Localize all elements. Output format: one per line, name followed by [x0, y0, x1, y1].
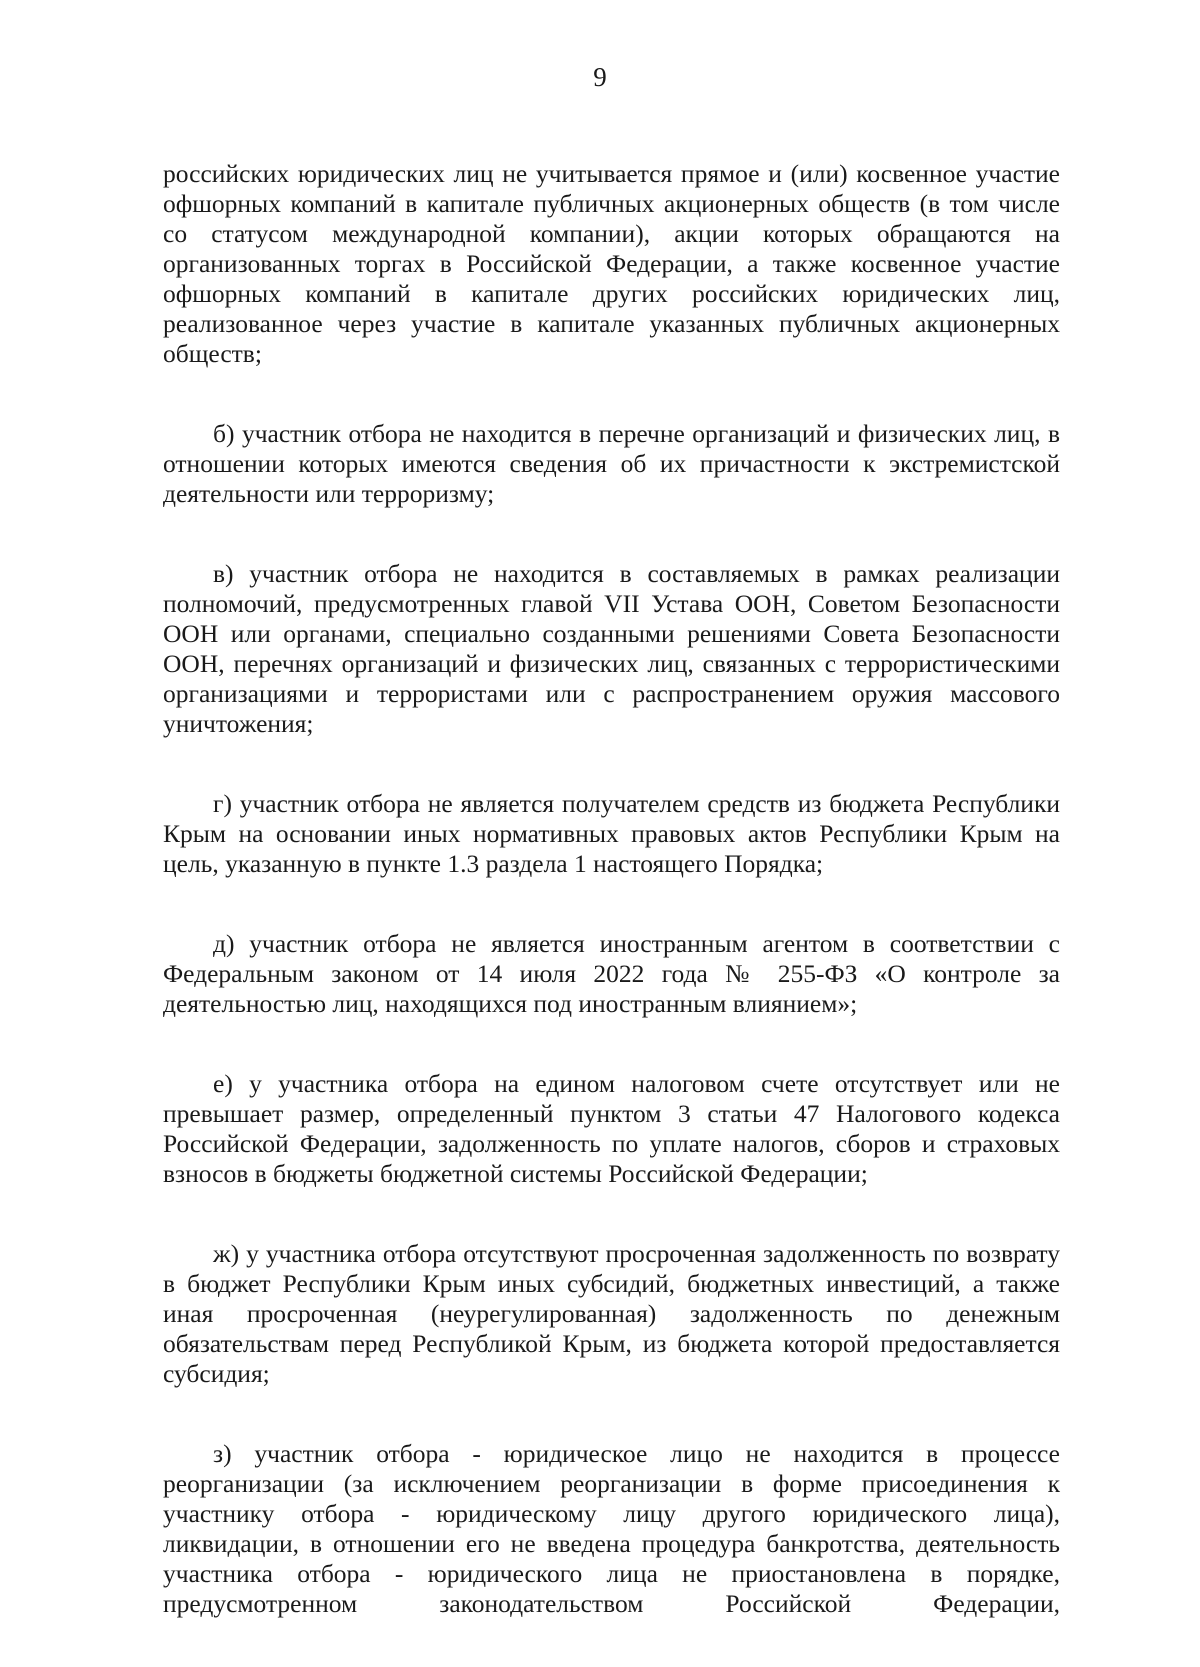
document-body	[163, 159, 1060, 1619]
paragraph-item-zh: ж) у участника отбора отсутствуют просроченная задолженность по возврату в бюджет Республики Крым иных субсидий, бюджетных инвестиций, а также иная просроченная (неурегулированная) задолженность по денежным обязательствам перед Республикой Крым, из бюджета которой предоставляется субсидия;	[163, 1239, 1060, 1388]
paragraph-item-v: в) участник отбора не находится в составляемых в рамках реализации полномочий, предусмотренных главой VII Устава ООН, Советом Безопасности ООН или органами, специально созданными решениями Совета Безопасности ООН, перечнях организаций и физических лиц, связанных с террористическими организациями и террористами или с распространением оружия массового уничтожения;	[163, 559, 1060, 738]
page-number: 9	[593, 62, 607, 92]
paragraph-item-g: г) участник отбора не является получателем средств из бюджета Республики Крым на основании иных нормативных правовых актов Республики Крым на цель, указанную в пункте 1.3 раздела 1 настоящего Порядка;	[163, 789, 1060, 878]
paragraph-item-z: з) участник отбора - юридическое лицо не находится в процессе реорганизации (за исключением реорганизации в форме присоединения к участнику отбора - юридическому лицу другого юридического лица), ликвидации, в отношении его не введена процедура банкротства, деятельность участника отбора - юридического лица не приостановлена в порядке, предусмотренном законодательством Российской Федерации,	[163, 1439, 1060, 1618]
paragraph-item-e: е) у участника отбора на едином налоговом счете отсутствует или не превышает размер, определенный пунктом 3 статьи 47 Налогового кодекса Российской Федерации, задолженность по уплате налогов, сборов и страховых взносов в бюджеты бюджетной системы Российской Федерации;	[163, 1069, 1060, 1188]
paragraph-item-b: б) участник отбора не находится в перечне организаций и физических лиц, в отношении которых имеются сведения об их причастности к экстремистской деятельности или терроризму;	[163, 419, 1060, 508]
paragraph-continuation: российских юридических лиц не учитывается прямое и (или) косвенное участие офшорных компаний в капитале публичных акционерных обществ (в том числе со статусом международной компании), акции которых обращаются на организованных торгах в Российской Федерации, а также косвенное участие офшорных компаний в капитале других российских юридических лиц, реализованное через участие в капитале указанных публичных акционерных обществ;	[163, 159, 1060, 368]
paragraph-item-d: д) участник отбора не является иностранным агентом в соответствии с Федеральным законом от 14 июля 2022 года № 255-ФЗ «О контроле за деятельностью лиц, находящихся под иностранным влиянием»;	[163, 929, 1060, 1018]
